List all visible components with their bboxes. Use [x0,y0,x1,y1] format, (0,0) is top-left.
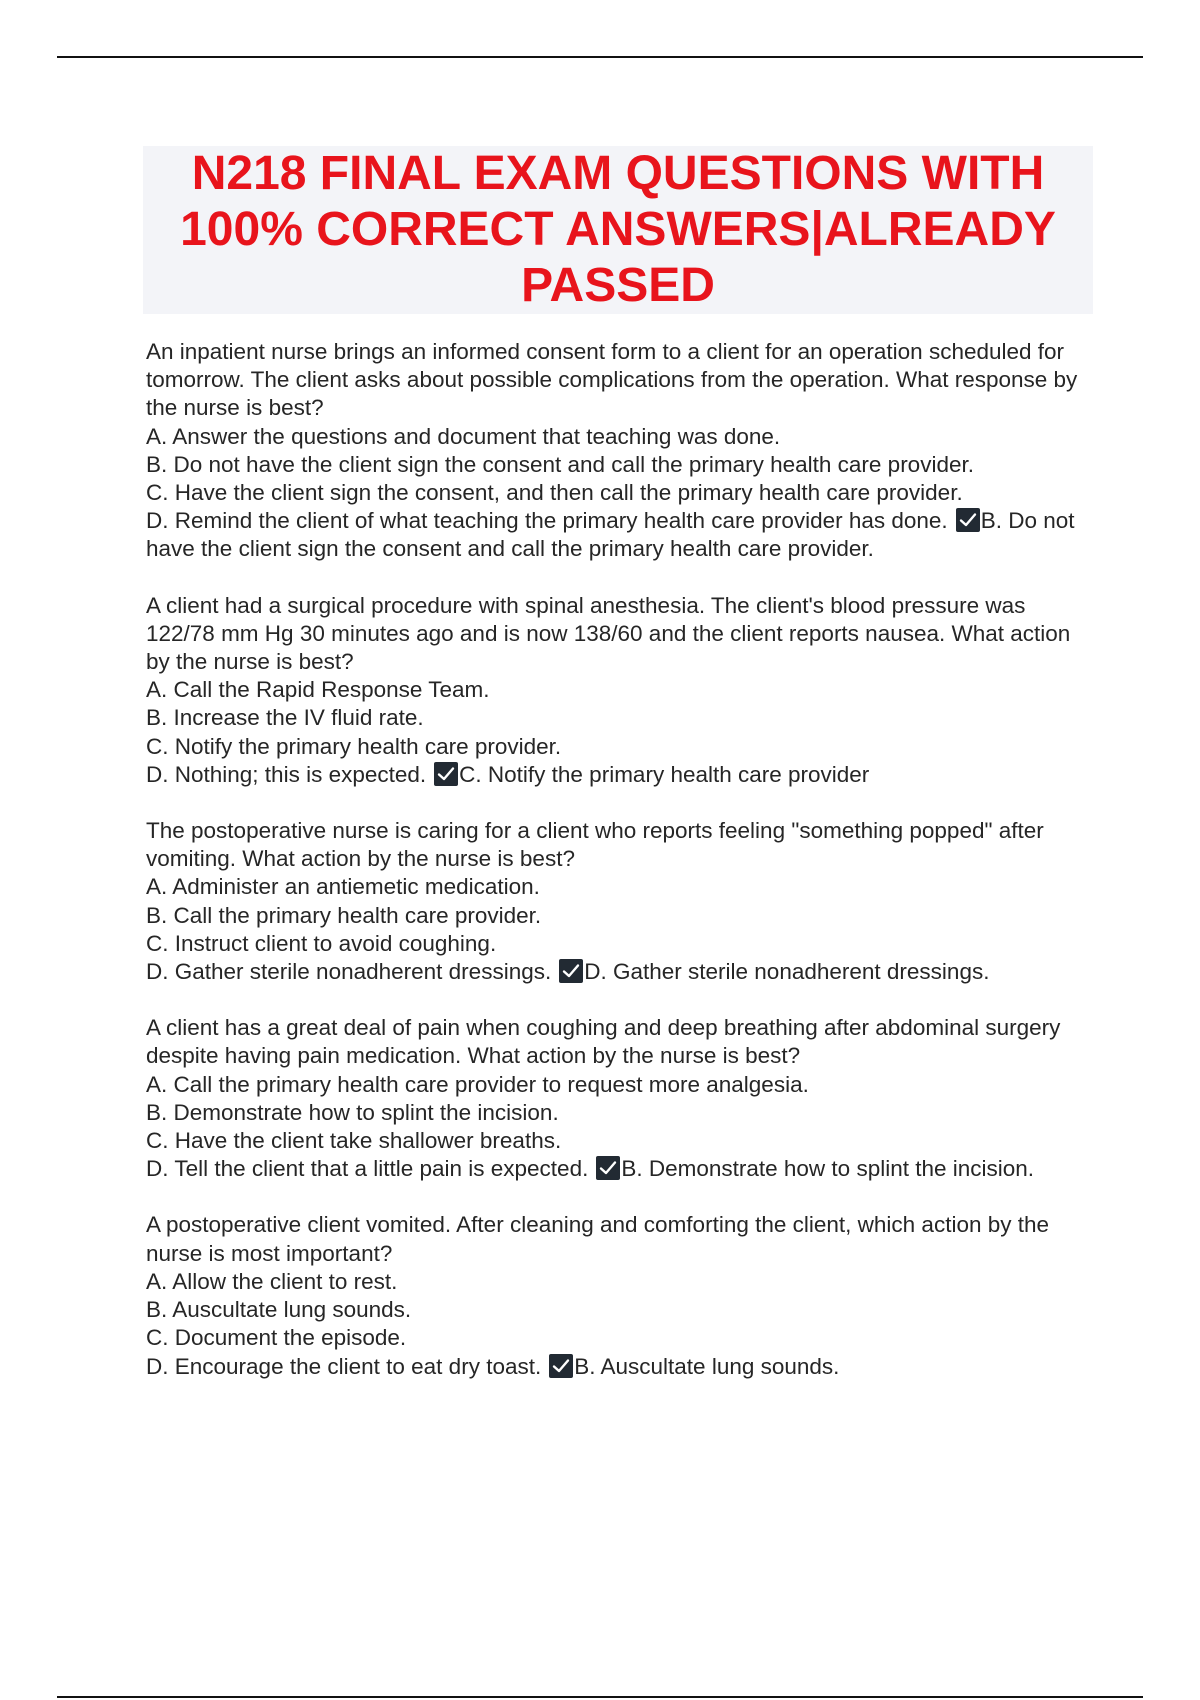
question-text: A client has a great deal of pain when coughing and deep breathing after abdominal surgery despite having pain medication. What action by the nurse is best? [146,1015,1061,1069]
question-text: A postoperative client vomited. After cleaning and comforting the client, which action by the nurse is most important? [146,1212,1050,1266]
question-text: A client had a surgical procedure with spinal anesthesia. The client's blood pressure was 122/78 mm Hg 30 minutes ago and is now 138/60 and the client reports nausea. What action by the nurse is best? [146,592,1071,675]
option-d-with-answer [146,1155,1091,1183]
option-d: D. Gather sterile nonadherent dressings. [146,959,552,985]
option-c: C. Instruct client to avoid coughing. [146,930,497,956]
checkmark-icon [434,762,458,786]
option-d-with-answer [146,507,1091,563]
option-b: B. Increase the IV fluid rate. [146,705,424,731]
top-divider [57,56,1143,58]
option-b: B. Auscultate lung sounds. [146,1297,412,1323]
option-a: A. Administer an antiemetic medication. [146,874,540,900]
option-d-with-answer [146,1353,1091,1381]
question-5 [146,1211,1091,1380]
option-c: C. Notify the primary health care provider. [146,733,562,759]
correct-answer: C. Notify the primary health care provider [459,761,870,787]
option-a: A. Answer the questions and document that teaching was done. [146,423,781,449]
checkmark-icon [559,959,583,983]
question-text: The postoperative nurse is caring for a client who reports feeling "something popped" after vomiting. What action by the nurse is best? [146,818,1044,872]
option-a: A. Call the primary health care provider to request more analgesia. [146,1071,809,1097]
checkmark-icon [596,1156,620,1180]
checkmark-icon [549,1354,573,1378]
question-text: An inpatient nurse brings an informed consent form to a client for an operation scheduled for tomorrow. The client asks about possible complications from the operation. What response by the nurse is best? [146,339,1078,421]
option-a: A. Allow the client to rest. [146,1268,398,1294]
option-b: B. Do not have the client sign the consent and call the primary health care provider. [146,451,974,477]
option-c: C. Document the episode. [146,1325,407,1351]
option-d-with-answer [146,958,1091,986]
question-2 [146,592,1091,789]
correct-answer: B. Auscultate lung sounds. [574,1353,840,1379]
option-d-with-answer [146,761,1091,789]
correct-answer: B. Do not have the client sign the consent and call the primary health care provider. [146,508,1075,562]
page-title: N218 FINAL EXAM QUESTIONS WITH 100% CORRECT ANSWERS|ALREADY PASSED [180,147,1056,312]
question-list [146,338,1091,1409]
option-d: D. Tell the client that a little pain is expected. [146,1156,589,1182]
option-c: C. Have the client take shallower breaths. [146,1128,562,1154]
option-c: C. Have the client sign the consent, and then call the primary health care provider. [146,480,963,506]
option-d: D. Nothing; this is expected. [146,761,427,787]
option-b: B. Demonstrate how to splint the incision. [146,1099,559,1125]
bottom-divider [57,1696,1143,1698]
option-d: D. Encourage the client to eat dry toast. [146,1353,542,1379]
option-a: A. Call the Rapid Response Team. [146,677,490,703]
question-1 [146,338,1091,564]
correct-answer: D. Gather sterile nonadherent dressings. [584,959,990,985]
question-3 [146,817,1091,986]
option-b: B. Call the primary health care provider. [146,902,542,928]
correct-answer: B. Demonstrate how to splint the incision. [621,1156,1035,1182]
title-banner [143,146,1093,314]
option-d: D. Remind the client of what teaching the primary health care provider has done. [146,508,948,534]
question-4 [146,1014,1091,1183]
checkmark-icon [956,508,980,532]
